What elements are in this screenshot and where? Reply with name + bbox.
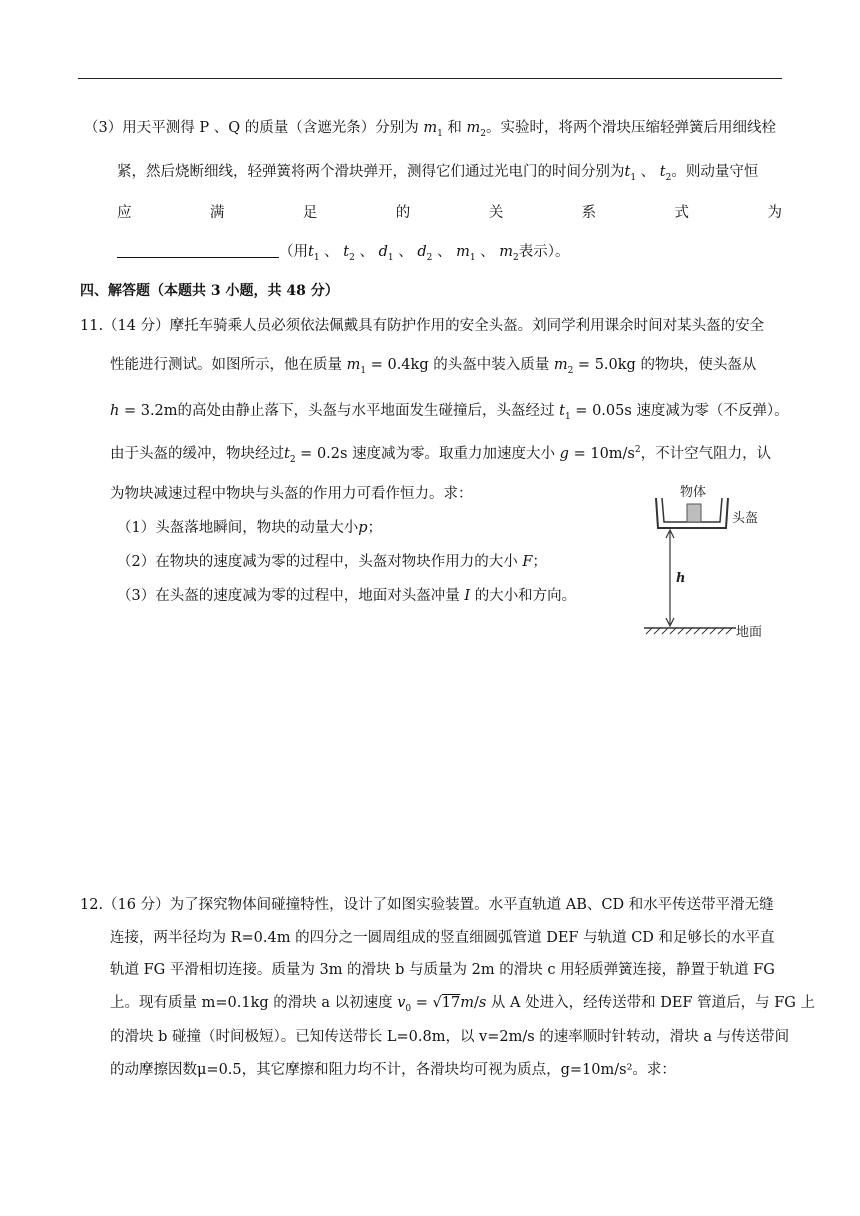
q3-line-4: （用$t_1$ 、 $t_2$ 、 $d_1$ 、 $d_2$ 、 $m_1$ 、 $m_2$表示）。 xyxy=(117,242,570,262)
helmet-drop-figure xyxy=(636,474,772,644)
q11-sub-1: （1）头盔落地瞬间，物块的动量大小p； xyxy=(117,520,383,536)
label-h: h xyxy=(676,571,686,586)
label-object: 物体 xyxy=(680,484,707,499)
q11-sub-2: （2）在物块的速度减为零的过程中，头盔对物块作用力的大小 F； xyxy=(117,554,547,570)
q12-line-6: 的动摩擦因数μ=0.5，其它摩擦和阻力均不计，各滑块均可视为质点，g=10m/s²。求： xyxy=(110,1062,676,1078)
q11-line-4: 由于头盔的缓冲，物块经过$t_2 = 0.2s$ 速度减为零。取重力加速度大小 $g = 10m/s^2$，不计空气阻力，认 xyxy=(110,445,772,465)
q11-line-5: 为物块减速过程中物块与头盔的作用力可看作恒力。求： xyxy=(110,486,473,502)
q11-line-1: 11.（14 分）摩托车骑乘人员必须依法佩戴具有防护作用的安全头盔。刘同学利用课余时间对某头盔的安全 xyxy=(80,318,765,334)
q11-line-3: h = 3.2m的高处由静止落下，头盔与水平地面发生碰撞后，头盔经过 $t_1 = 0.05s$ 速度减为零（不反弹）。 xyxy=(110,403,789,422)
header-rule xyxy=(78,78,782,79)
q11-sub-3: （3）在头盔的速度减为零的过程中，地面对头盔冲量 I 的大小和方向。 xyxy=(117,588,577,604)
q3-line-2: 紧，然后烧断细线，轻弹簧将两个滑块弹开，测得它们通过光电门的时间分别为$t_1$ 、 $t_2$。则动量守恒 xyxy=(117,164,759,183)
q12-line-1: 12.（16 分）为了探究物体间碰撞特性，设计了如图实验装置。水平直轨道 AB、CD 和水平传送带平滑无缝 xyxy=(80,897,774,913)
q12-line-2: 连接，两半径均为 R=0.4m 的四分之一圆周组成的竖直细圆弧管道 DEF 与轨道 CD 和足够长的水平直 xyxy=(110,930,775,946)
q12-line-4: 上。现有质量 m=0.1kg 的滑块 a 以初速度 $v_0 = √17m/s$ 从 A 处进入，经传送带和 DEF 管道后，与 FG 上 xyxy=(110,995,815,1014)
label-helmet: 头盔 xyxy=(732,510,759,525)
q11-line-2: 性能进行测试。如图所示，他在质量 $m_1 = 0.4kg$ 的头盔中装入质量 $m_2 = 5.0kg$ 的物块，使头盔从 xyxy=(110,357,757,376)
helmet-diagram xyxy=(636,474,772,644)
label-ground: 地面 xyxy=(736,624,763,639)
q3-line-1: （3）用天平测得 P 、Q 的质量（含遮光条）分别为 $m_1$ 和 $m_2$。实验时，将两个滑块压缩轻弹簧后用细线栓 xyxy=(84,120,777,139)
section-title: 四、解答题（本题共 3 小题，共 48 分） xyxy=(80,283,339,299)
q12-line-5: 的滑块 b 碰撞（时间极短）。已知传送带长 L=0.8m，以 v=2m/s 的速率顺时针转动，滑块 a 与传送带间 xyxy=(110,1029,790,1045)
q12-line-3: 轨道 FG 平滑相切连接。质量为 3m 的滑块 b 与质量为 2m 的滑块 c 用轻质弹簧连接，静置于轨道 FG xyxy=(110,962,775,978)
answer-blank[interactable] xyxy=(117,243,279,258)
ground-hatch xyxy=(646,628,732,634)
q3-line-3: 应 满 足 的 关 系 式 为 xyxy=(117,205,782,221)
object-block xyxy=(687,504,701,522)
